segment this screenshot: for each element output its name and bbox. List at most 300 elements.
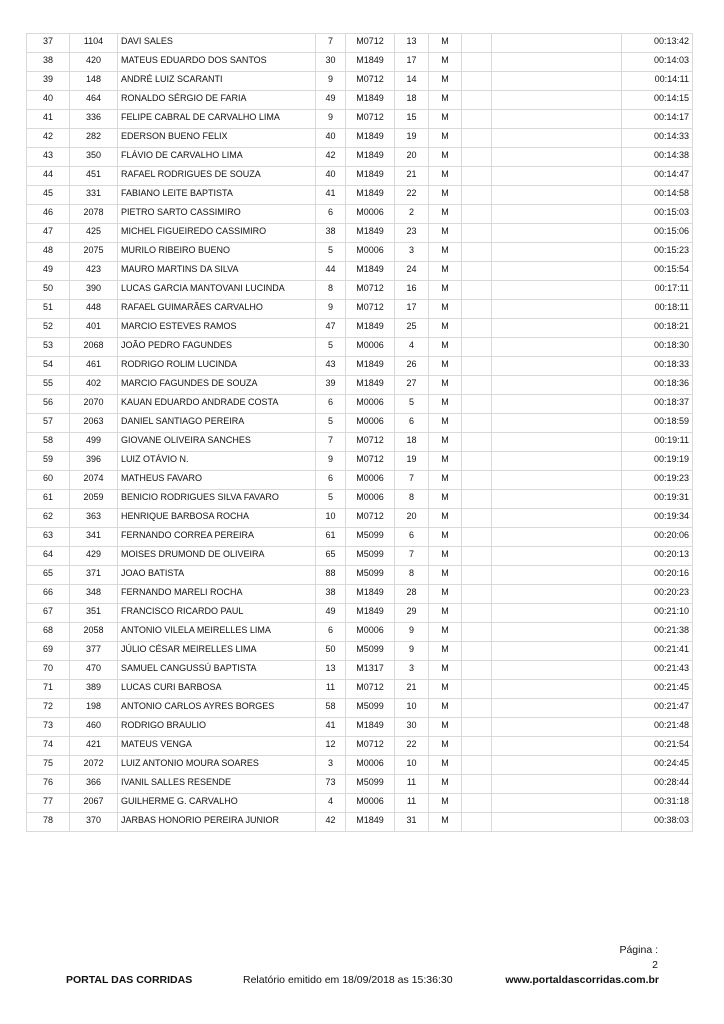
cell-time: 00:15:03	[622, 205, 693, 224]
cell-sex: M	[429, 53, 462, 72]
page-number: 2	[652, 959, 658, 971]
cell-category-position: 6	[395, 528, 429, 547]
cell-time: 00:18:59	[622, 414, 693, 433]
table-row	[27, 414, 693, 433]
cell-sex: M	[429, 262, 462, 281]
cell-sex: M	[429, 642, 462, 661]
cell-position: 78	[27, 813, 70, 832]
cell-club	[492, 737, 622, 756]
cell-bib: 2058	[70, 623, 118, 642]
cell-sex: M	[429, 243, 462, 262]
cell-position: 72	[27, 699, 70, 718]
cell-club	[492, 471, 622, 490]
cell-category: M0712	[346, 110, 395, 129]
cell-team	[462, 72, 492, 91]
cell-name: KAUAN EDUARDO ANDRADE COSTA	[118, 395, 316, 414]
cell-bib: 2072	[70, 756, 118, 775]
table-row	[27, 357, 693, 376]
table-row	[27, 452, 693, 471]
cell-category-position: 22	[395, 737, 429, 756]
cell-team	[462, 357, 492, 376]
cell-name: MICHEL FIGUEIREDO CASSIMIRO	[118, 224, 316, 243]
cell-name: BENICIO RODRIGUES SILVA FAVARO	[118, 490, 316, 509]
table-row	[27, 642, 693, 661]
cell-name: GIOVANE OLIVEIRA SANCHES	[118, 433, 316, 452]
results-table-body	[27, 34, 693, 832]
cell-team	[462, 471, 492, 490]
cell-team	[462, 680, 492, 699]
cell-sex: M	[429, 224, 462, 243]
cell-position: 70	[27, 661, 70, 680]
cell-team	[462, 813, 492, 832]
cell-team	[462, 300, 492, 319]
cell-bib: 448	[70, 300, 118, 319]
cell-age: 50	[316, 642, 346, 661]
cell-age: 6	[316, 623, 346, 642]
cell-position: 55	[27, 376, 70, 395]
table-row	[27, 205, 693, 224]
cell-club	[492, 319, 622, 338]
cell-team	[462, 699, 492, 718]
table-row	[27, 72, 693, 91]
cell-category-position: 30	[395, 718, 429, 737]
cell-team	[462, 756, 492, 775]
cell-sex: M	[429, 148, 462, 167]
page-label: Página :	[619, 944, 658, 956]
cell-category-position: 19	[395, 129, 429, 148]
cell-sex: M	[429, 357, 462, 376]
cell-team	[462, 110, 492, 129]
cell-sex: M	[429, 528, 462, 547]
cell-team	[462, 262, 492, 281]
cell-position: 53	[27, 338, 70, 357]
cell-name: JARBAS HONORIO PEREIRA JUNIOR	[118, 813, 316, 832]
cell-time: 00:14:17	[622, 110, 693, 129]
cell-name: GUILHERME G. CARVALHO	[118, 794, 316, 813]
table-row	[27, 167, 693, 186]
cell-sex: M	[429, 167, 462, 186]
cell-category: M5099	[346, 775, 395, 794]
cell-name: RODRIGO BRAULIO	[118, 718, 316, 737]
cell-category: M0712	[346, 281, 395, 300]
cell-category-position: 18	[395, 91, 429, 110]
cell-bib: 198	[70, 699, 118, 718]
cell-position: 56	[27, 395, 70, 414]
cell-name: MARCIO FAGUNDES DE SOUZA	[118, 376, 316, 395]
cell-position: 44	[27, 167, 70, 186]
cell-sex: M	[429, 490, 462, 509]
cell-position: 41	[27, 110, 70, 129]
cell-sex: M	[429, 414, 462, 433]
cell-bib: 2067	[70, 794, 118, 813]
cell-age: 58	[316, 699, 346, 718]
cell-bib: 350	[70, 148, 118, 167]
cell-age: 73	[316, 775, 346, 794]
cell-position: 52	[27, 319, 70, 338]
table-row	[27, 737, 693, 756]
cell-category-position: 17	[395, 53, 429, 72]
table-row	[27, 129, 693, 148]
cell-time: 00:19:11	[622, 433, 693, 452]
cell-sex: M	[429, 395, 462, 414]
cell-bib: 370	[70, 813, 118, 832]
cell-position: 54	[27, 357, 70, 376]
cell-bib: 2078	[70, 205, 118, 224]
cell-category: M0006	[346, 623, 395, 642]
cell-category: M1849	[346, 129, 395, 148]
cell-sex: M	[429, 661, 462, 680]
cell-name: MURILO RIBEIRO BUENO	[118, 243, 316, 262]
cell-position: 65	[27, 566, 70, 585]
cell-category: M1849	[346, 357, 395, 376]
table-row	[27, 243, 693, 262]
cell-name: RAFAEL RODRIGUES DE SOUZA	[118, 167, 316, 186]
cell-team	[462, 737, 492, 756]
cell-bib: 148	[70, 72, 118, 91]
table-row	[27, 775, 693, 794]
cell-club	[492, 129, 622, 148]
cell-club	[492, 509, 622, 528]
cell-category: M1849	[346, 604, 395, 623]
cell-age: 3	[316, 756, 346, 775]
cell-time: 00:19:23	[622, 471, 693, 490]
cell-club	[492, 110, 622, 129]
cell-sex: M	[429, 680, 462, 699]
cell-category: M1849	[346, 148, 395, 167]
cell-name: MAURO MARTINS DA SILVA	[118, 262, 316, 281]
cell-name: ANTONIO CARLOS AYRES BORGES	[118, 699, 316, 718]
table-row	[27, 34, 693, 53]
table-row	[27, 623, 693, 642]
cell-position: 37	[27, 34, 70, 53]
cell-age: 38	[316, 585, 346, 604]
cell-name: LUIZ OTÁVIO N.	[118, 452, 316, 471]
cell-club	[492, 414, 622, 433]
cell-sex: M	[429, 547, 462, 566]
cell-position: 75	[27, 756, 70, 775]
cell-category-position: 9	[395, 623, 429, 642]
cell-name: JÚLIO CÉSAR MEIRELLES LIMA	[118, 642, 316, 661]
cell-time: 00:14:03	[622, 53, 693, 72]
cell-club	[492, 72, 622, 91]
cell-category-position: 10	[395, 756, 429, 775]
cell-position: 47	[27, 224, 70, 243]
cell-category-position: 5	[395, 395, 429, 414]
cell-category-position: 7	[395, 547, 429, 566]
cell-category-position: 9	[395, 642, 429, 661]
cell-time: 00:19:31	[622, 490, 693, 509]
table-row	[27, 794, 693, 813]
cell-sex: M	[429, 34, 462, 53]
cell-name: MATEUS EDUARDO DOS SANTOS	[118, 53, 316, 72]
cell-age: 11	[316, 680, 346, 699]
cell-club	[492, 34, 622, 53]
cell-time: 00:21:38	[622, 623, 693, 642]
cell-team	[462, 167, 492, 186]
cell-position: 67	[27, 604, 70, 623]
cell-name: LUCAS GARCIA MANTOVANI LUCINDA	[118, 281, 316, 300]
cell-time: 00:21:45	[622, 680, 693, 699]
cell-club	[492, 452, 622, 471]
cell-name: FERNANDO MARELI ROCHA	[118, 585, 316, 604]
cell-sex: M	[429, 110, 462, 129]
cell-bib: 2070	[70, 395, 118, 414]
cell-age: 42	[316, 148, 346, 167]
cell-club	[492, 338, 622, 357]
cell-age: 6	[316, 471, 346, 490]
cell-team	[462, 528, 492, 547]
cell-sex: M	[429, 376, 462, 395]
cell-position: 43	[27, 148, 70, 167]
cell-sex: M	[429, 186, 462, 205]
cell-name: ANTONIO VILELA MEIRELLES LIMA	[118, 623, 316, 642]
cell-bib: 389	[70, 680, 118, 699]
cell-age: 88	[316, 566, 346, 585]
cell-age: 4	[316, 794, 346, 813]
cell-category: M0712	[346, 34, 395, 53]
cell-category: M1849	[346, 376, 395, 395]
cell-time: 00:13:42	[622, 34, 693, 53]
cell-time: 00:18:11	[622, 300, 693, 319]
table-row	[27, 509, 693, 528]
cell-name: FELIPE CABRAL DE CARVALHO LIMA	[118, 110, 316, 129]
cell-age: 41	[316, 718, 346, 737]
cell-category-position: 20	[395, 148, 429, 167]
cell-bib: 2059	[70, 490, 118, 509]
cell-club	[492, 224, 622, 243]
cell-club	[492, 433, 622, 452]
cell-position: 42	[27, 129, 70, 148]
cell-team	[462, 623, 492, 642]
table-row	[27, 585, 693, 604]
cell-bib: 363	[70, 509, 118, 528]
table-row	[27, 110, 693, 129]
cell-sex: M	[429, 452, 462, 471]
cell-age: 61	[316, 528, 346, 547]
cell-club	[492, 357, 622, 376]
cell-time: 00:14:47	[622, 167, 693, 186]
cell-category: M1849	[346, 585, 395, 604]
cell-team	[462, 794, 492, 813]
cell-position: 51	[27, 300, 70, 319]
cell-category-position: 27	[395, 376, 429, 395]
cell-club	[492, 167, 622, 186]
cell-name: SAMUEL CANGUSSÚ BAPTISTA	[118, 661, 316, 680]
cell-bib: 425	[70, 224, 118, 243]
cell-category-position: 21	[395, 680, 429, 699]
cell-sex: M	[429, 91, 462, 110]
cell-category: M0712	[346, 72, 395, 91]
cell-time: 00:21:48	[622, 718, 693, 737]
cell-team	[462, 281, 492, 300]
cell-sex: M	[429, 756, 462, 775]
cell-category: M5099	[346, 642, 395, 661]
cell-category: M1849	[346, 53, 395, 72]
cell-time: 00:14:38	[622, 148, 693, 167]
cell-team	[462, 395, 492, 414]
cell-category-position: 18	[395, 433, 429, 452]
cell-bib: 371	[70, 566, 118, 585]
cell-position: 38	[27, 53, 70, 72]
cell-position: 45	[27, 186, 70, 205]
table-row	[27, 566, 693, 585]
cell-position: 49	[27, 262, 70, 281]
table-row	[27, 395, 693, 414]
cell-time: 00:19:19	[622, 452, 693, 471]
cell-team	[462, 205, 492, 224]
cell-name: FERNANDO CORREA PEREIRA	[118, 528, 316, 547]
cell-category: M0006	[346, 471, 395, 490]
cell-sex: M	[429, 775, 462, 794]
table-row	[27, 813, 693, 832]
cell-time: 00:38:03	[622, 813, 693, 832]
cell-team	[462, 376, 492, 395]
cell-time: 00:14:33	[622, 129, 693, 148]
cell-team	[462, 718, 492, 737]
cell-age: 49	[316, 91, 346, 110]
cell-team	[462, 91, 492, 110]
cell-club	[492, 395, 622, 414]
cell-club	[492, 718, 622, 737]
cell-position: 46	[27, 205, 70, 224]
cell-club	[492, 186, 622, 205]
cell-category: M0712	[346, 433, 395, 452]
cell-category: M0712	[346, 737, 395, 756]
table-row	[27, 224, 693, 243]
cell-age: 9	[316, 72, 346, 91]
cell-club	[492, 699, 622, 718]
footer-report-timestamp: Relatório emitido em 18/09/2018 as 15:36:30	[243, 974, 453, 986]
cell-team	[462, 509, 492, 528]
cell-name: EDERSON BUENO FELIX	[118, 129, 316, 148]
cell-position: 63	[27, 528, 70, 547]
cell-club	[492, 262, 622, 281]
cell-age: 65	[316, 547, 346, 566]
cell-bib: 464	[70, 91, 118, 110]
cell-category: M1849	[346, 186, 395, 205]
cell-sex: M	[429, 319, 462, 338]
table-row	[27, 490, 693, 509]
cell-name: MOISES DRUMOND DE OLIVEIRA	[118, 547, 316, 566]
cell-category-position: 11	[395, 775, 429, 794]
cell-time: 00:15:23	[622, 243, 693, 262]
cell-time: 00:15:54	[622, 262, 693, 281]
cell-category: M1317	[346, 661, 395, 680]
cell-club	[492, 775, 622, 794]
table-row	[27, 471, 693, 490]
cell-category-position: 28	[395, 585, 429, 604]
cell-bib: 396	[70, 452, 118, 471]
cell-category: M5099	[346, 566, 395, 585]
table-row	[27, 528, 693, 547]
cell-age: 44	[316, 262, 346, 281]
cell-age: 39	[316, 376, 346, 395]
cell-position: 64	[27, 547, 70, 566]
cell-name: HENRIQUE BARBOSA ROCHA	[118, 509, 316, 528]
cell-bib: 377	[70, 642, 118, 661]
cell-age: 9	[316, 300, 346, 319]
cell-sex: M	[429, 338, 462, 357]
cell-name: RONALDO SÉRGIO DE FARIA	[118, 91, 316, 110]
cell-sex: M	[429, 623, 462, 642]
cell-bib: 420	[70, 53, 118, 72]
table-row	[27, 604, 693, 623]
table-row	[27, 433, 693, 452]
cell-club	[492, 300, 622, 319]
cell-time: 00:14:15	[622, 91, 693, 110]
cell-category: M0006	[346, 794, 395, 813]
cell-team	[462, 186, 492, 205]
cell-bib: 2075	[70, 243, 118, 262]
cell-category: M0006	[346, 414, 395, 433]
cell-category: M0006	[346, 395, 395, 414]
cell-category: M0006	[346, 490, 395, 509]
cell-age: 47	[316, 319, 346, 338]
cell-time: 00:20:16	[622, 566, 693, 585]
cell-category: M0712	[346, 680, 395, 699]
cell-club	[492, 528, 622, 547]
cell-category: M0712	[346, 509, 395, 528]
cell-time: 00:20:06	[622, 528, 693, 547]
cell-time: 00:14:11	[622, 72, 693, 91]
cell-position: 77	[27, 794, 70, 813]
cell-name: LUIZ ANTONIO MOURA SOARES	[118, 756, 316, 775]
cell-bib: 366	[70, 775, 118, 794]
cell-name: JOAO BATISTA	[118, 566, 316, 585]
table-row	[27, 281, 693, 300]
cell-club	[492, 148, 622, 167]
cell-team	[462, 604, 492, 623]
cell-time: 00:19:34	[622, 509, 693, 528]
cell-position: 74	[27, 737, 70, 756]
cell-category-position: 15	[395, 110, 429, 129]
cell-name: LUCAS CURI BARBOSA	[118, 680, 316, 699]
cell-name: FLÁVIO DE CARVALHO LIMA	[118, 148, 316, 167]
cell-category-position: 3	[395, 243, 429, 262]
cell-age: 6	[316, 205, 346, 224]
cell-age: 30	[316, 53, 346, 72]
cell-club	[492, 53, 622, 72]
cell-bib: 470	[70, 661, 118, 680]
cell-sex: M	[429, 509, 462, 528]
cell-team	[462, 566, 492, 585]
cell-bib: 341	[70, 528, 118, 547]
cell-bib: 336	[70, 110, 118, 129]
cell-team	[462, 452, 492, 471]
cell-position: 48	[27, 243, 70, 262]
cell-sex: M	[429, 72, 462, 91]
cell-team	[462, 243, 492, 262]
cell-sex: M	[429, 300, 462, 319]
cell-name: RODRIGO ROLIM LUCINDA	[118, 357, 316, 376]
cell-position: 39	[27, 72, 70, 91]
cell-bib: 461	[70, 357, 118, 376]
cell-team	[462, 224, 492, 243]
cell-bib: 423	[70, 262, 118, 281]
cell-team	[462, 490, 492, 509]
cell-sex: M	[429, 566, 462, 585]
table-row	[27, 699, 693, 718]
cell-name: FABIANO LEITE BAPTISTA	[118, 186, 316, 205]
cell-time: 00:21:54	[622, 737, 693, 756]
cell-team	[462, 319, 492, 338]
table-row	[27, 300, 693, 319]
cell-position: 59	[27, 452, 70, 471]
cell-bib: 2068	[70, 338, 118, 357]
cell-position: 50	[27, 281, 70, 300]
cell-position: 66	[27, 585, 70, 604]
cell-category-position: 4	[395, 338, 429, 357]
